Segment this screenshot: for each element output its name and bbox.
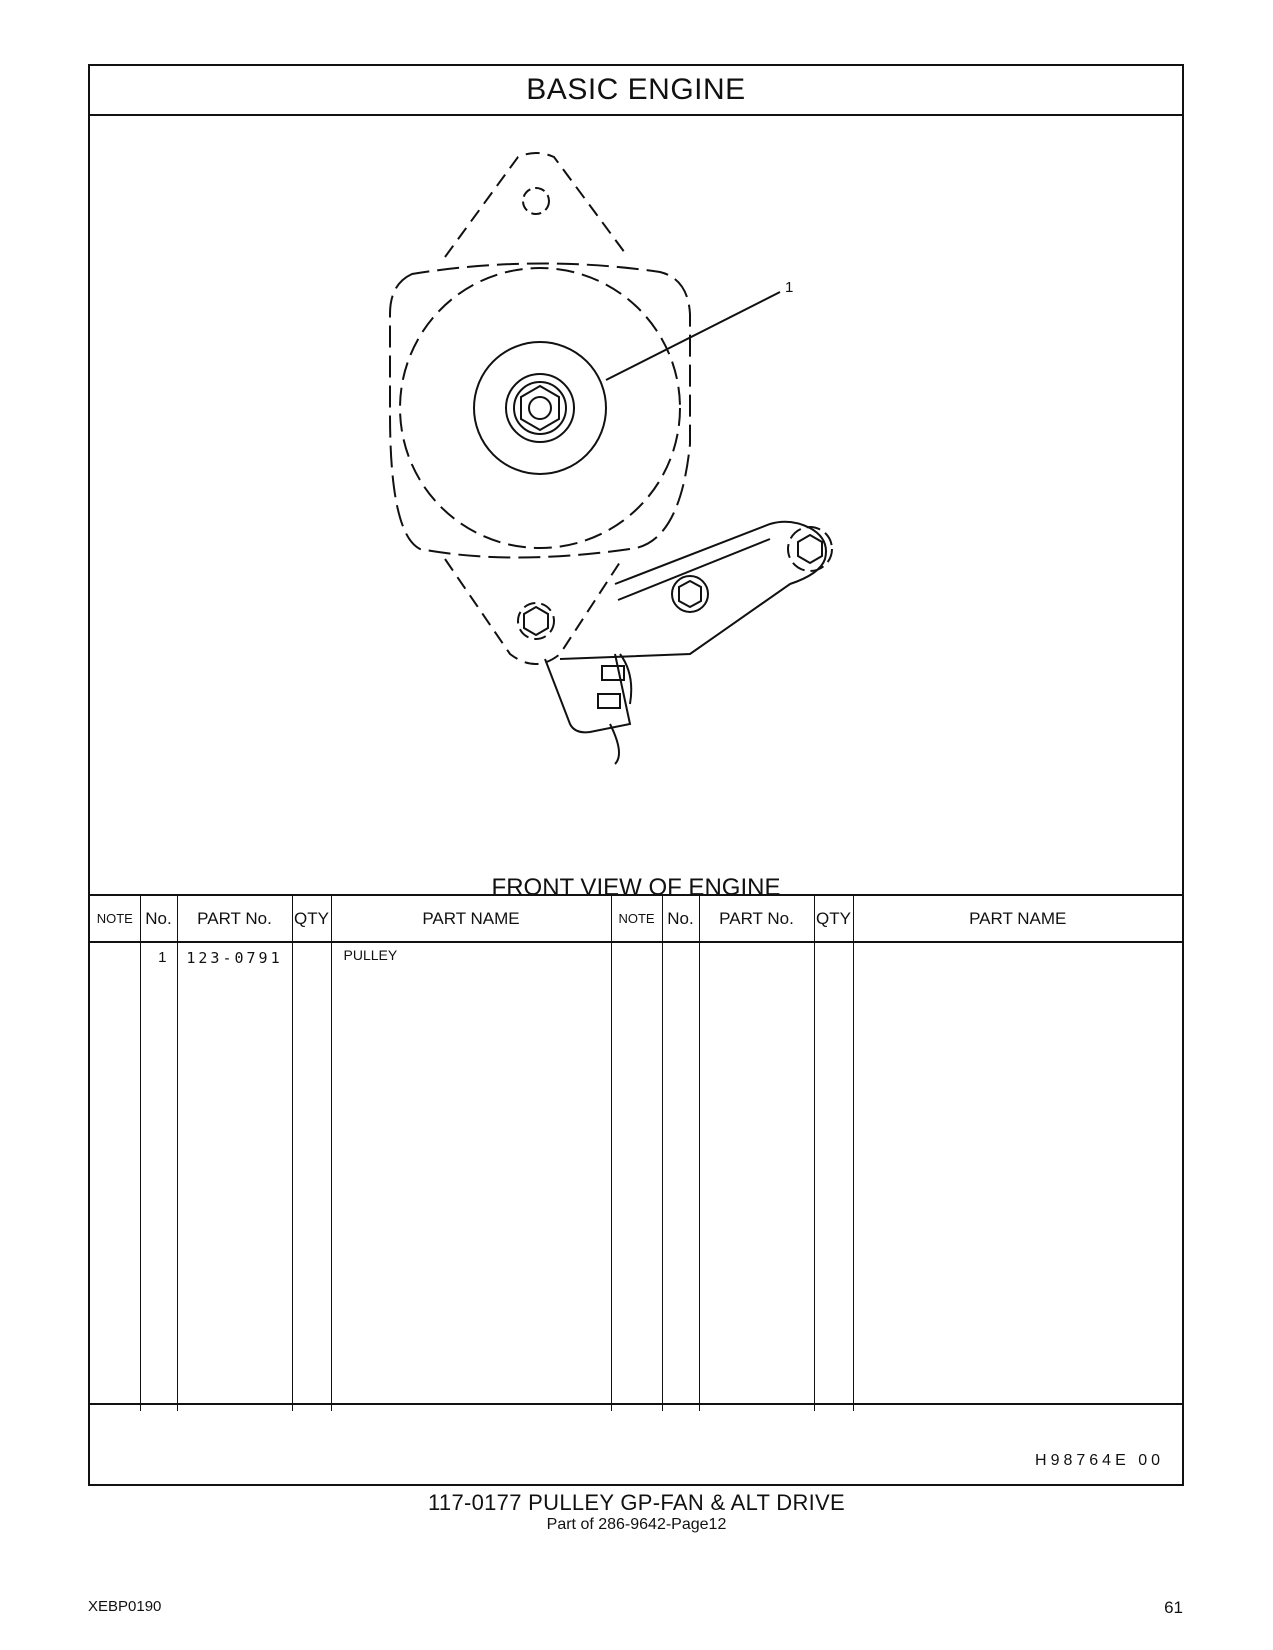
pulley-shaft	[529, 397, 551, 419]
stator-ring	[400, 268, 680, 548]
terminal-wire-1	[610, 724, 619, 764]
alternator-diagram	[90, 114, 1182, 901]
parts-page-frame	[88, 64, 1184, 1486]
row-part-name-2	[853, 942, 1182, 1411]
row-qty-2	[814, 942, 853, 1411]
row-note-2	[611, 942, 662, 1411]
callout-leader-line	[606, 292, 780, 380]
col-part-no-2: PART No.	[699, 895, 814, 942]
document-id: XEBP0190	[88, 1598, 162, 1615]
col-no-2: No.	[662, 895, 699, 942]
row-note	[90, 942, 140, 1411]
page-number: 61	[1164, 1598, 1183, 1617]
pulley-hub	[506, 374, 574, 442]
col-note-2: NOTE	[611, 895, 662, 942]
table-footer	[90, 1403, 1182, 1484]
callout-number: 1	[785, 279, 794, 296]
bottom-mounting-ear	[445, 559, 622, 664]
bracket-adjust-bolt	[679, 581, 701, 607]
bottom-mount-bolt	[524, 607, 548, 635]
row-part-number-2	[699, 942, 814, 1411]
col-note: NOTE	[90, 895, 140, 942]
bracket-pivot-bolt	[798, 535, 822, 563]
col-part-name-2: PART NAME	[853, 895, 1182, 942]
col-qty-2: QTY	[814, 895, 853, 942]
parts-table	[90, 894, 1182, 1411]
section-title	[90, 66, 1182, 116]
housing-outline	[390, 263, 690, 557]
table-row	[90, 942, 1182, 1411]
top-mount-hole	[523, 188, 549, 214]
col-part-name: PART NAME	[331, 895, 611, 942]
row-part-name: PULLEY	[331, 942, 611, 1411]
col-qty: QTY	[292, 895, 331, 942]
bracket-slot-edge	[618, 539, 770, 600]
row-qty	[292, 942, 331, 1411]
row-part-number: 123-0791	[177, 942, 292, 1411]
illustration-code: H98764E 00	[1035, 1452, 1164, 1469]
terminal-pin-2	[598, 694, 620, 708]
row-item-number-2	[662, 942, 699, 1411]
row-item-number: 1	[140, 942, 177, 1411]
group-subtitle: Part of 286-9642-Page12	[546, 1516, 727, 1533]
parts-table-header	[90, 895, 1182, 942]
view-caption: FRONT VIEW OF ENGINE	[491, 874, 781, 901]
col-no: No.	[140, 895, 177, 942]
section-title-text: BASIC ENGINE	[526, 73, 746, 106]
pulley-outer	[474, 342, 606, 474]
group-title: 117-0177 PULLEY GP-FAN & ALT DRIVE	[428, 1490, 845, 1515]
top-mounting-ear	[445, 153, 628, 257]
col-part-no: PART No.	[177, 895, 292, 942]
alternator-drawing	[90, 114, 1182, 894]
pulley-nut	[521, 386, 559, 430]
adjusting-bracket	[560, 522, 826, 659]
